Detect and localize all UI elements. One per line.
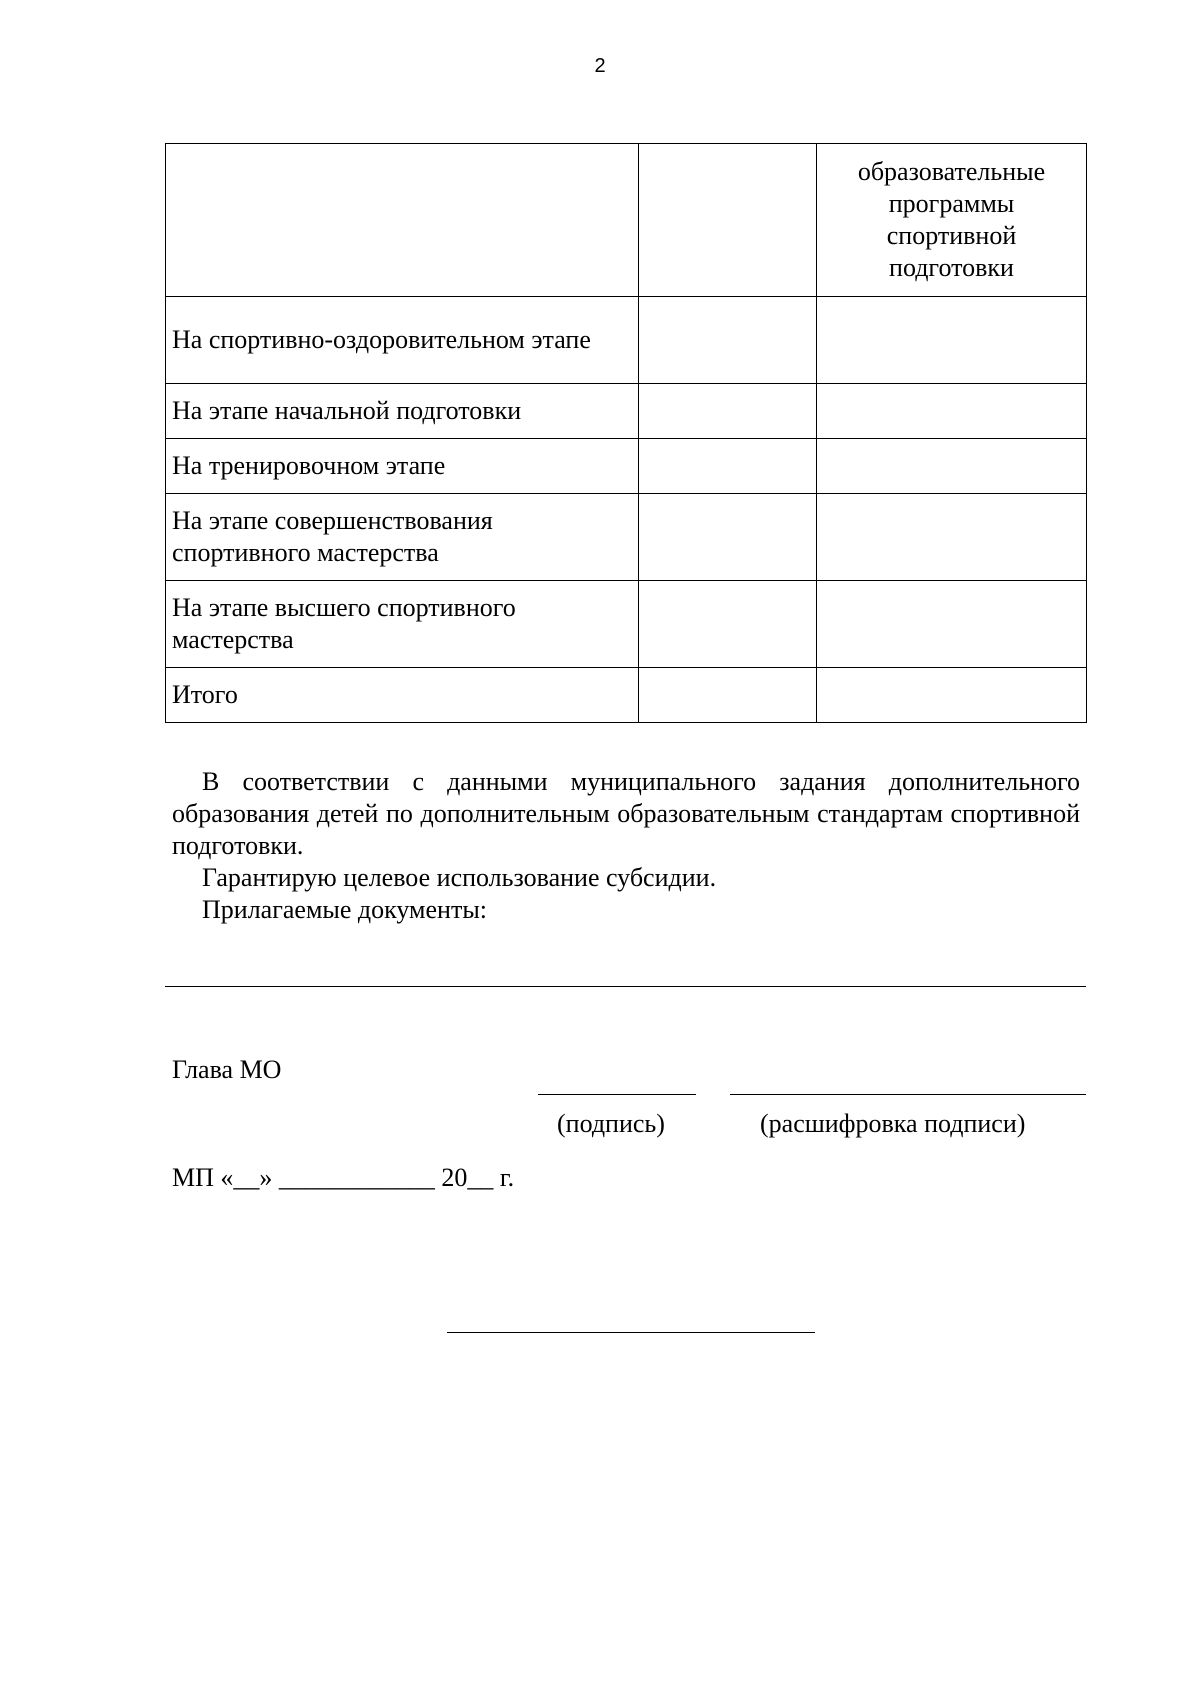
table-header-cell-2 xyxy=(639,144,817,297)
row-label: На этапе совершенствования спортивного мастерства xyxy=(166,494,639,581)
page-number: 2 xyxy=(594,55,606,77)
row-cell xyxy=(817,439,1087,494)
decoding-line xyxy=(730,1094,1086,1095)
row-label: На тренировочном этапе xyxy=(166,439,639,494)
row-cell xyxy=(817,297,1087,384)
row-cell xyxy=(817,581,1087,668)
paragraph-attachments: Прилагаемые документы: xyxy=(202,895,488,924)
mp-date-line: МП «__» ____________ 20__ г. xyxy=(172,1163,515,1192)
row-cell xyxy=(817,494,1087,581)
table-row xyxy=(166,668,1087,723)
paragraph-compliance: В соответствии с данными муниципального задания дополнительного образования детей по дополнительным образовательным стандартам спортивной подготовки. xyxy=(172,767,1080,860)
row-cell xyxy=(639,439,817,494)
row-cell xyxy=(639,668,817,723)
table-row xyxy=(166,439,1087,494)
body-text xyxy=(172,766,1080,926)
paragraph-guarantee: Гарантирую целевое использование субсидии. xyxy=(202,863,717,892)
table-header-cell-1 xyxy=(166,144,639,297)
row-label: На этапе высшего спортивного мастерства xyxy=(166,581,639,668)
row-label: Итого xyxy=(166,668,639,723)
row-label: На спортивно-оздоровительном этапе xyxy=(166,297,639,384)
row-cell xyxy=(639,384,817,439)
decoding-caption: (расшифровка подписи) xyxy=(760,1109,1026,1138)
table-header-row xyxy=(166,144,1087,297)
signature-line xyxy=(538,1094,696,1095)
row-cell xyxy=(817,384,1087,439)
table-row xyxy=(166,384,1087,439)
row-cell xyxy=(639,297,817,384)
row-cell xyxy=(817,668,1087,723)
row-label: На этапе начальной подготовки xyxy=(166,384,639,439)
row-cell xyxy=(639,581,817,668)
table-row xyxy=(166,494,1087,581)
attachments-line xyxy=(165,986,1086,987)
table-row xyxy=(166,297,1087,384)
signature-caption: (подпись) xyxy=(557,1109,665,1138)
bottom-separator-line xyxy=(447,1332,815,1333)
row-cell xyxy=(639,494,817,581)
head-label: Глава МО xyxy=(172,1055,282,1084)
table-row xyxy=(166,581,1087,668)
table-header-cell-3: образовательные программы спортивной подготовки xyxy=(817,144,1087,297)
stages-table xyxy=(165,143,1087,723)
